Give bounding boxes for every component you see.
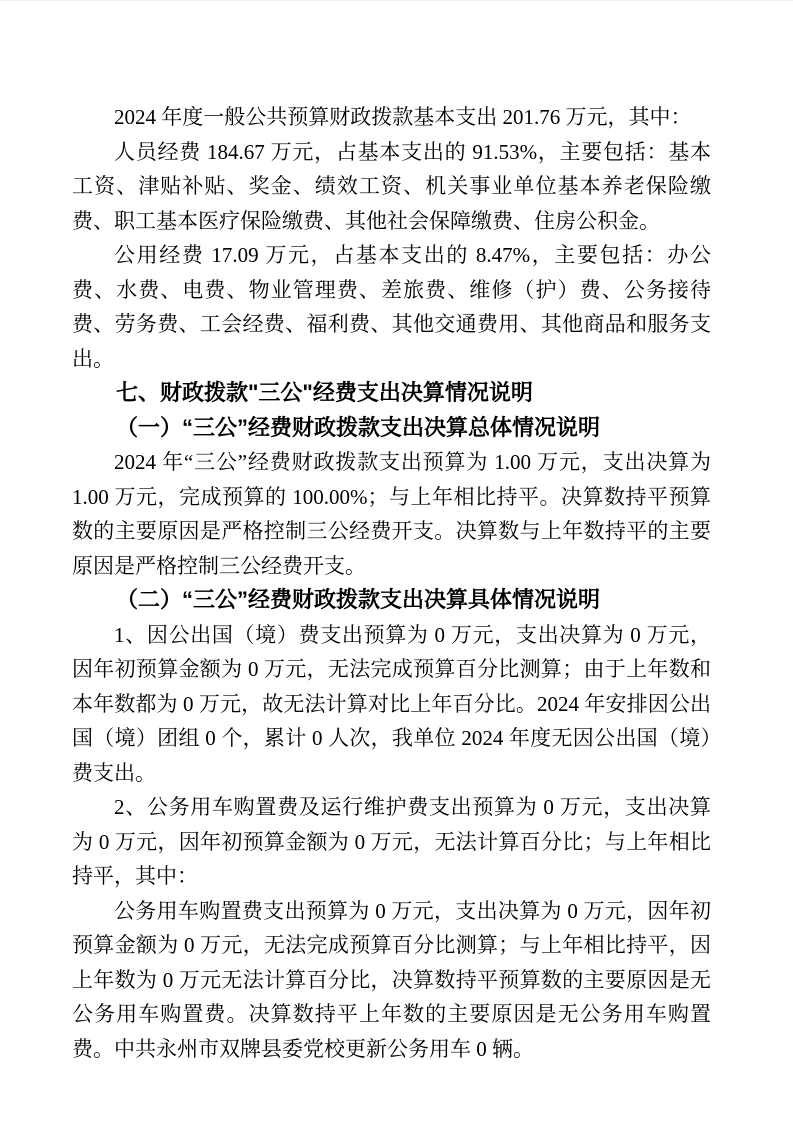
paragraph-three-public-overall: 2024 年“三公”经费财政拨款支出预算为 1.00 万元，支出决算为 1.00 万元，完成预算的 100.00%；与上年相比持平。决算数持平预算数的主要原因是严格控制三公经费开支。决算数与上年数持平的主要原因是严格控制三公经费开支。 xyxy=(72,450,711,578)
paragraph-official-vehicle-total: 2、公务用车购置费及运行维护费支出预算为 0 万元，支出决算为 0 万元，因年初预算金额为 0 万元，无法计算百分比；与上年相比持平，其中： xyxy=(72,795,711,888)
paragraph-personnel-funds: 人员经费 184.67 万元，占基本支出的 91.53%，主要包括：基本工资、津贴补贴、奖金、绩效工资、机关事业单位基本养老保险缴费、职工基本医疗保险缴费、其他社会保障缴费、住房公积金。 xyxy=(72,139,711,233)
paragraph-basic-expenditure: 2024 年度一般公共预算财政拨款基本支出 201.76 万元，其中： xyxy=(114,105,692,129)
paragraph-overseas-trips: 1、因公出国（境）费支出预算为 0 万元，支出决算为 0 万元，因年初预算金额为 0 万元，无法完成预算百分比测算；由于上年数和本年数都为 0 万元，故无法计算对比上年百分比。2024 年安排因公出国（境）团组 0 个，累计 0 人次，我单位 2024 年度无因公出国（境）费支出。 xyxy=(72,622,711,785)
paragraph-public-funds: 公用经费 17.09 万元，占基本支出的 8.47%，主要包括：办公费、水费、电费、物业管理费、差旅费、维修（护）费、公务接待费、劳务费、工会经费、福利费、其他交通费用、其他商品和服务支出。 xyxy=(72,243,711,371)
heading-subsection-two-specific-situation: （二）“三公”经费财政拨款支出决算具体情况说明 xyxy=(116,587,601,612)
heading-subsection-one-overall-situation: （一）“三公”经费财政拨款支出决算总体情况说明 xyxy=(116,414,601,440)
heading-section-seven-three-public-expenses: 七、财政拨款"三公"经费支出决算情况说明 xyxy=(116,380,533,405)
paragraph-official-vehicle-purchase: 公务用车购置费支出预算为 0 万元，支出决算为 0 万元，因年初预算金额为 0 万元，无法完成预算百分比测算；与上年相比持平，因上年数为 0 万元无法计算百分比，决算数持平预算数的主要原因是无公务用车购置费。决算数持平上年数的主要原因是无公务用车购置费。中共永州市双牌县委党校更新公务用车 0 辆。 xyxy=(72,898,711,1061)
